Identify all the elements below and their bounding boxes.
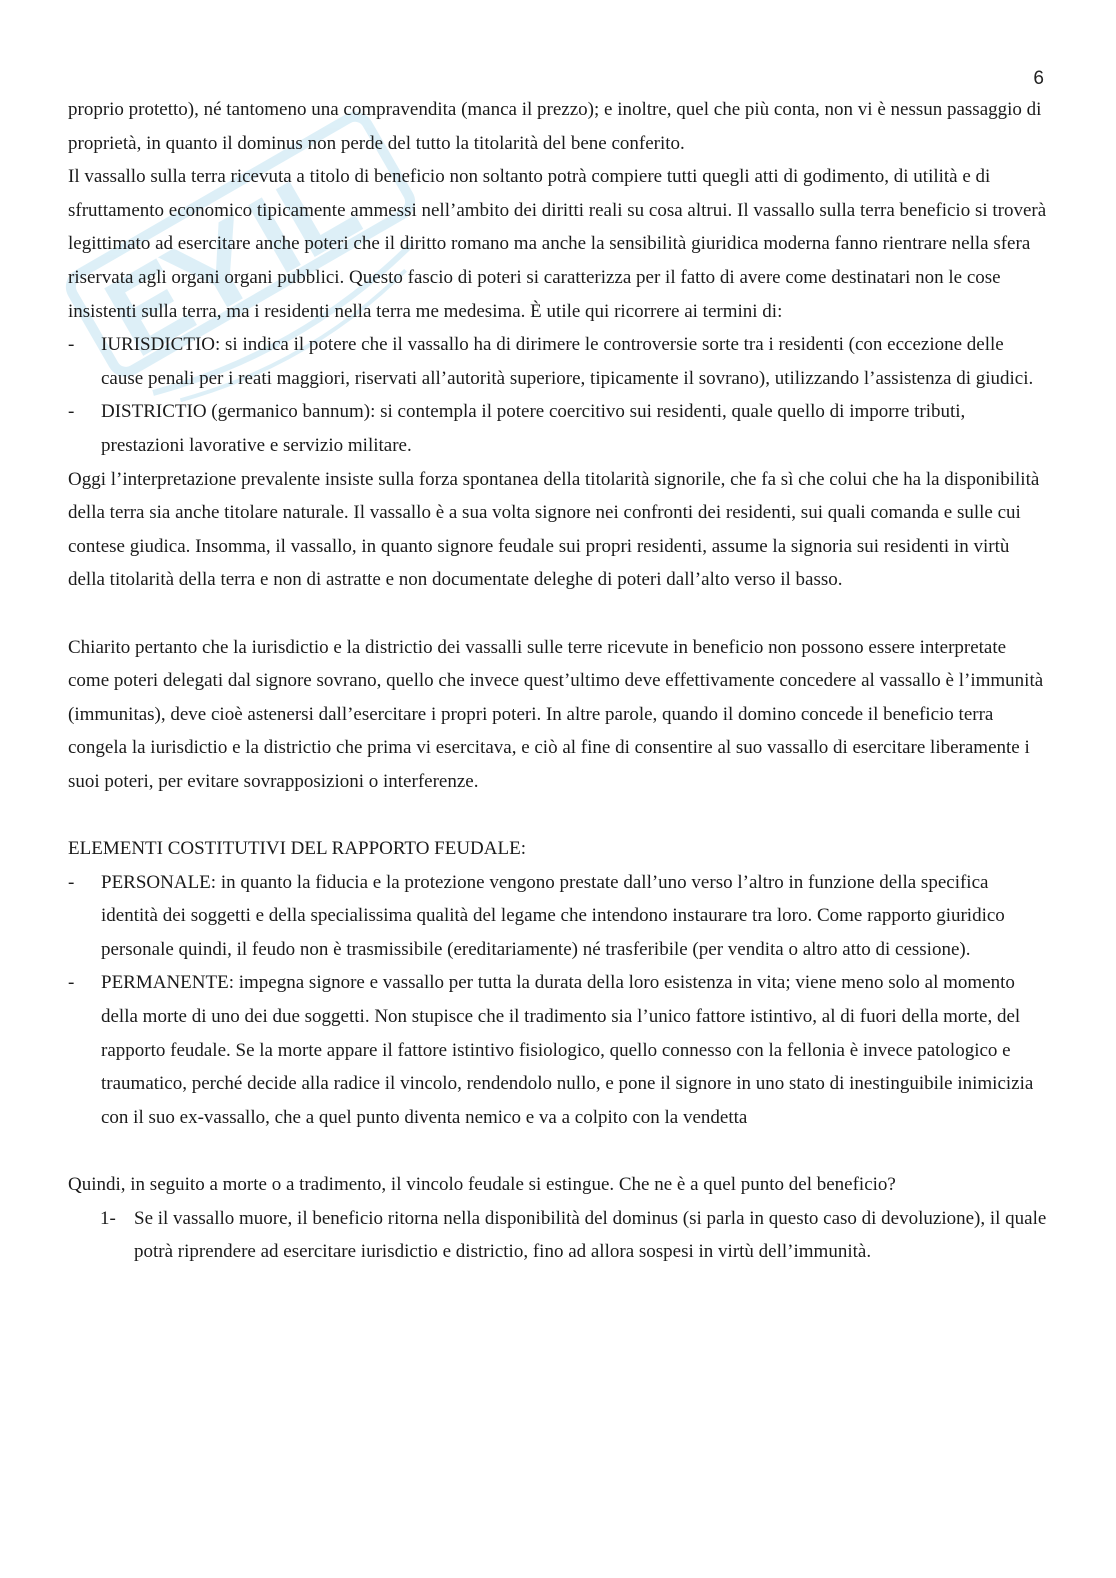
list-item-text: PERMANENTE: impegna signore e vassallo per tutta la durata della loro esistenza in vita; viene meno solo al momento della morte di uno dei due soggetti. Non stupisce che il tradimento sia l’unico fattore istintivo, al di fuori della morte, del rapporto feudale. Se la morte appare il fattore istintivo fisiologico, quello connesso con la fellonia è invece patologico e traumatico, perché decide alla radice il vincolo, rendendolo nullo, e pone il signore in uno stato di inestinguibile inimicizia con il suo ex-vassallo, che a quel punto diventa nemico e va a colpito con la vendetta [101, 972, 1034, 1128]
list-item-text: Se il vassallo muore, il beneficio ritorna nella disponibilità del dominus (si parla in questo caso di devoluzione), il quale potrà riprendere ad esercitare iurisdictio e districtio, fino ad allora sospesi in virtù dell’immunità. [134, 1207, 1047, 1263]
paragraph-estinzione: Quindi, in seguito a morte o a tradimento, il vincolo feudale si estingue. Che ne è a quel punto del beneficio? [68, 1174, 896, 1195]
paragraph-gap [68, 798, 1048, 832]
paragraph-gap [68, 597, 1048, 631]
list-item-permanente [68, 966, 1048, 1134]
list-item-iurisdictio [68, 328, 1048, 395]
elements-list [68, 866, 1048, 1135]
list-marker: - [68, 972, 75, 994]
list-item-text: DISTRICTIO (germanico bannum): si contempla il potere coercitivo sui residenti, quale quello di imporre tributi, prestazioni lavorative e servizio militare. [101, 401, 966, 456]
page-number: 6 [1033, 68, 1044, 89]
list-marker: - [68, 334, 75, 356]
paragraph-intro: proprio protetto), né tantomeno una compravendita (manca il prezzo); e inoltre, quel che più conta, non vi è nessun passaggio di proprietà, in quanto il dominus non perde del tutto la titolarità del bene conferito. [68, 99, 1042, 154]
list-item-morte-vassallo [68, 1202, 1048, 1269]
section-heading: ELEMENTI COSTITUTIVI DEL RAPPORTO FEUDALE: [68, 838, 526, 860]
powers-list [68, 328, 1048, 462]
paragraph-interpretazione: Oggi l’interpretazione prevalente insiste sulla forza spontanea della titolarità signorile, che fa sì che colui che ha la disponibilità della terra sia anche titolare naturale. Il vassallo è a sua volta signore nei confronti dei residenti, sui quali comanda e sulle cui contese giudica. Insomma, il vassallo, in quanto signore feudale sui propri residenti, assume la signoria sui residenti in virtù della titolarità della terra e non di astratte e non documentate deleghe di poteri dall’alto verso il basso. [68, 468, 1040, 591]
list-marker: - [68, 871, 75, 893]
list-item-text: IURISDICTIO: si indica il potere che il vassallo ha di dirimere le controversie sorte tra i residenti (con eccezione delle cause penali per i reati maggiori, riservati all’autorità superiore, tipicamente il sovrano), utilizzando l’assistenza di giudici. [101, 334, 1034, 389]
paragraph-beneficio: Il vassallo sulla terra ricevuta a titolo di beneficio non soltanto potrà compiere tutti quegli atti di godimento, di utilità e di sfruttamento economico tipicamente ammessi nell’ambito dei diritti reali su cosa altrui. Il vassallo sulla terra beneficio si troverà legittimato ad esercitare anche poteri che il diritto romano ma anche la sensibilità giuridica moderna fanno rientrare nella sfera riservata agli organi organi pubblici. Questo fascio di poteri si caratterizza per il fatto di avere come destinatari non le cose insistenti sulla terra, ma i residenti nella terra me medesima. È utile qui ricorrere ai termini di: [68, 166, 1047, 322]
list-item-personale [68, 866, 1048, 967]
paragraph-immunita: Chiarito pertanto che la iurisdictio e la districtio dei vassalli sulle terre ricevute in beneficio non possono essere interpretate come poteri delegati dal signore sovrano, quello che invece quest’ultimo deve effettivamente concedere al vassallo è l’immunità (immunitas), deve cioè astenersi dall’esercitare i propri poteri. In altre parole, quando il domino concede il beneficio terra congela la iurisdictio e la districtio che prima vi esercitava, e ciò al fine di consentire al suo vassallo di esercitare liberamente i suoi poteri, per evitare sovrapposizioni o interferenze. [68, 636, 1044, 792]
list-marker: - [68, 401, 75, 423]
outcomes-list [68, 1202, 1048, 1269]
paragraph-gap [68, 1134, 1048, 1168]
document-body [68, 93, 1048, 1269]
list-item-text: PERSONALE: in quanto la fiducia e la protezione vengono prestate dall’uno verso l’altro in funzione della specifica identità dei soggetti e della specialissima qualità del legame che intendono instaurare tra loro. Come rapporto giuridico personale quindi, il feudo non è trasmissibile (ereditariamente) né trasferibile (per vendita o altro atto di cessione). [101, 871, 1005, 960]
list-marker: 1- [100, 1207, 116, 1229]
list-item-districtio [68, 395, 1048, 462]
